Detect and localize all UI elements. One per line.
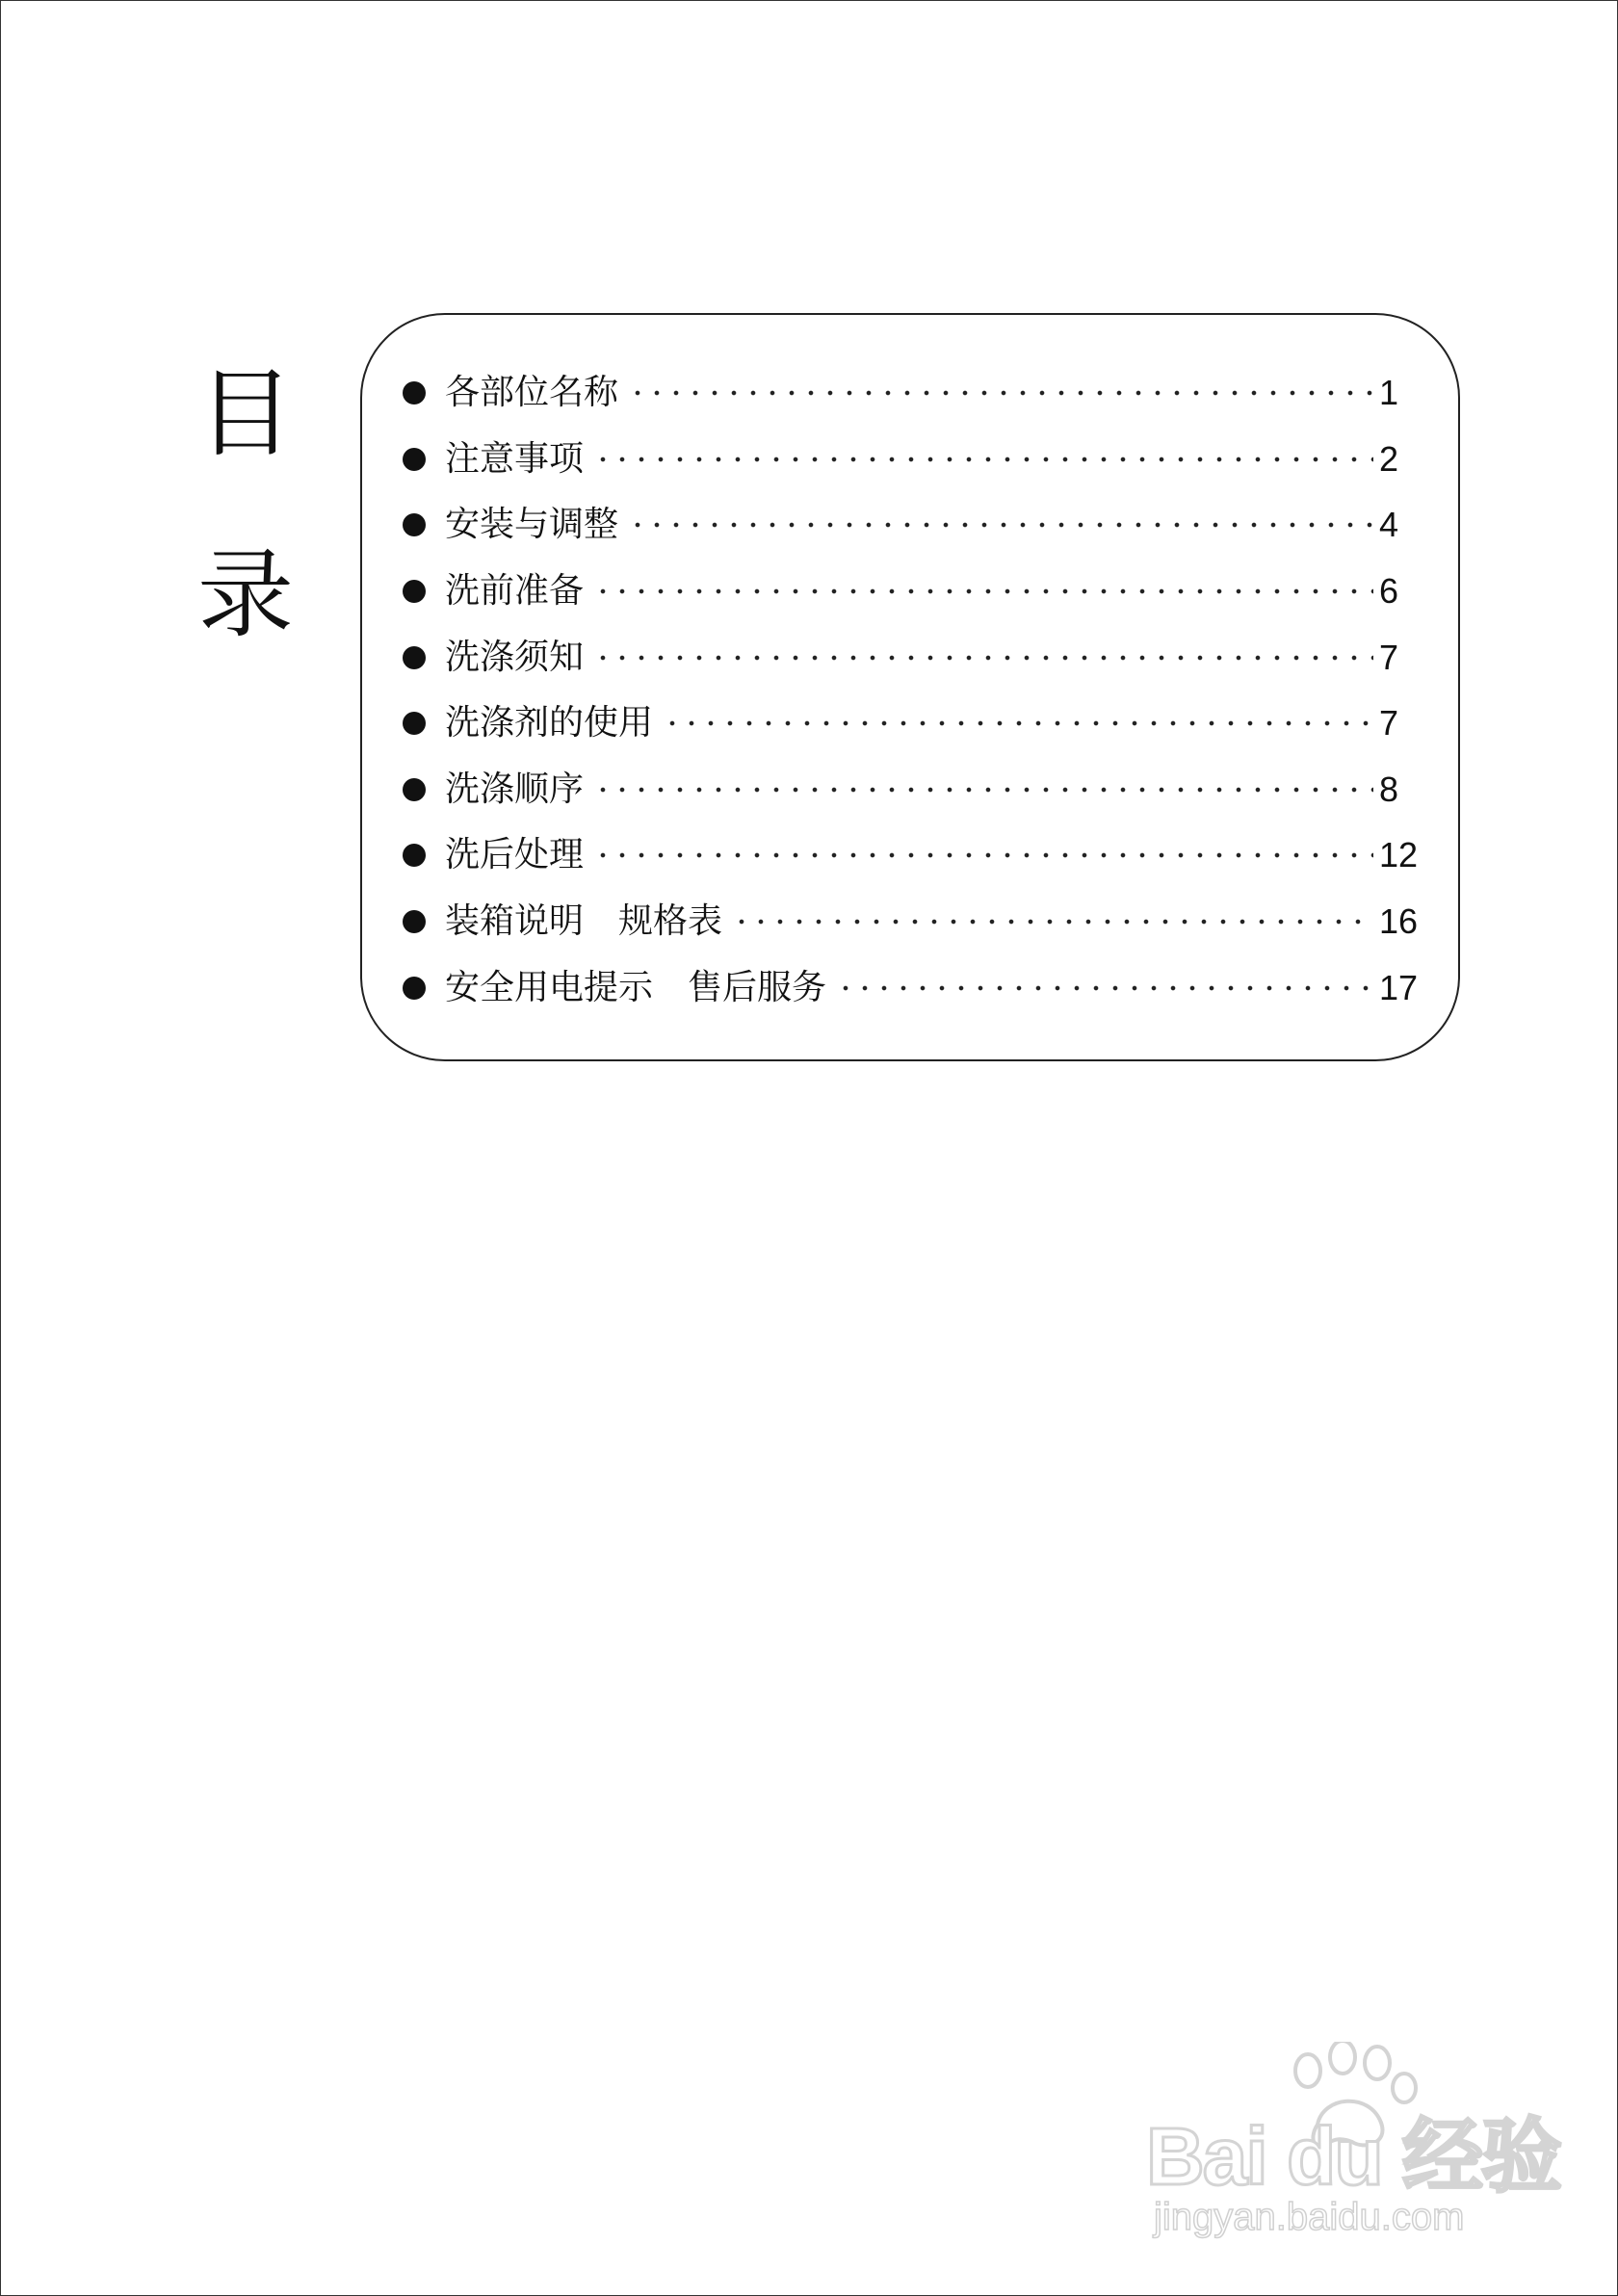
- toc-item-label: 洗涤须知: [445, 637, 585, 677]
- bullet-icon: [403, 381, 426, 404]
- dot-leader: [593, 454, 1373, 465]
- toc-item[interactable]: [403, 757, 1425, 823]
- toc-item-page: 7: [1379, 703, 1399, 744]
- dot-leader: [593, 652, 1373, 664]
- toc-item-page: 17: [1379, 967, 1419, 1007]
- toc-item-label: 洗涤顺序: [445, 769, 585, 809]
- toc-item-page: 6: [1379, 571, 1399, 612]
- toc-item-page: 1: [1379, 373, 1399, 413]
- toc-item[interactable]: [403, 691, 1425, 757]
- dot-leader: [663, 718, 1373, 729]
- toc-title-char-1: 目: [197, 357, 294, 470]
- toc-item-page: 8: [1379, 769, 1399, 809]
- toc-item[interactable]: [403, 889, 1425, 955]
- bullet-icon: [403, 844, 426, 867]
- dot-leader: [593, 784, 1373, 796]
- dot-leader: [593, 586, 1373, 597]
- toc-item[interactable]: [403, 492, 1425, 559]
- dot-leader: [628, 519, 1373, 531]
- bullet-icon: [403, 910, 426, 933]
- toc-item-label: 洗涤剂的使用: [445, 703, 654, 744]
- toc-title: [197, 357, 303, 651]
- toc-item-label: 洗后处理: [445, 835, 585, 875]
- toc-item-page: 16: [1379, 901, 1419, 942]
- bullet-icon: [403, 513, 426, 536]
- toc-item-page: 12: [1379, 835, 1419, 875]
- toc-item-label: 注意事项: [445, 438, 585, 479]
- bullet-icon: [403, 646, 426, 669]
- toc-item[interactable]: [403, 559, 1425, 625]
- toc-item-label: 洗前准备: [445, 571, 585, 612]
- bullet-icon: [403, 712, 426, 735]
- watermark-brand: Bai du 经验: [1146, 2111, 1561, 2202]
- bullet-icon: [403, 778, 426, 801]
- toc-item-page: 4: [1379, 505, 1399, 545]
- dot-leader: [732, 916, 1373, 927]
- toc-item-label: 各部位名称: [445, 373, 619, 413]
- bullet-icon: [403, 580, 426, 603]
- toc-item[interactable]: [403, 822, 1425, 889]
- toc-item[interactable]: [403, 360, 1425, 427]
- watermark-url: jingyan.baidu.com: [1154, 2196, 1465, 2238]
- toc-item-label: 安装与调整: [445, 505, 619, 545]
- dot-leader: [628, 387, 1373, 399]
- dot-leader: [836, 982, 1373, 994]
- toc-list: [403, 360, 1425, 1021]
- toc-item[interactable]: [403, 954, 1425, 1021]
- toc-item[interactable]: [403, 624, 1425, 691]
- toc-item-page: 2: [1379, 438, 1399, 479]
- watermark: [1146, 2042, 1561, 2244]
- dot-leader: [593, 849, 1373, 861]
- toc-item-page: 7: [1379, 637, 1399, 677]
- toc-title-char-2: 录: [197, 538, 294, 651]
- bullet-icon: [403, 977, 426, 1000]
- toc-item-label: 装箱说明 规格表: [445, 901, 723, 942]
- toc-item-label: 安全用电提示 售后服务: [445, 967, 827, 1007]
- toc-item[interactable]: [403, 427, 1425, 493]
- bullet-icon: [403, 448, 426, 471]
